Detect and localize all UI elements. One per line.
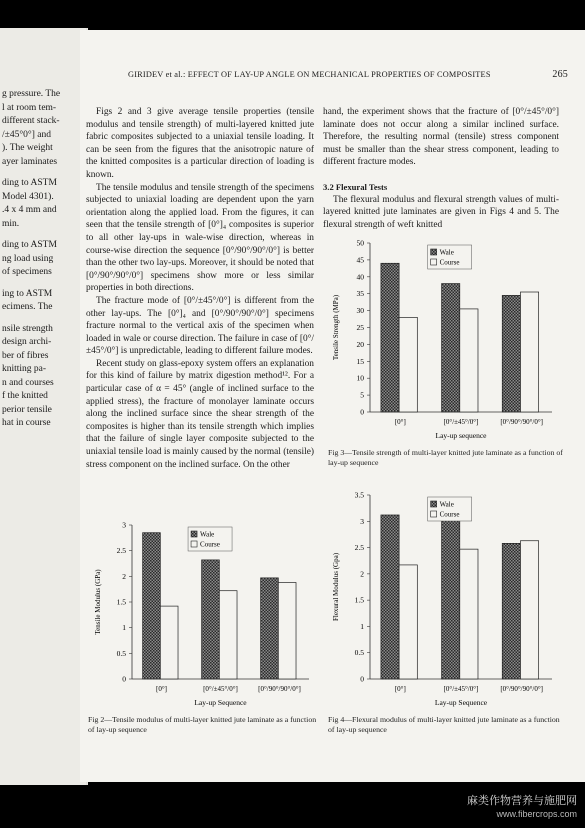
y-tick-label: 2: [122, 571, 126, 581]
legend-label: Course: [439, 510, 460, 519]
x-axis-label: Lay-up Sequence: [434, 698, 488, 707]
y-tick-label: 0: [360, 674, 364, 684]
left-page-line: n and courses: [2, 377, 54, 388]
left-page: [0, 28, 86, 785]
running-title: GIRIDEV et al.: EFFECT OF LAY-UP ANGLE ON MECHANICAL PROPERTIES OF COMPOSITES: [128, 70, 491, 79]
y-tick-label: 1.5: [354, 595, 364, 605]
left-page-line: design archi-: [2, 337, 52, 347]
left-page-line: ing to ASTM: [2, 288, 53, 299]
left-page-line: ). The weight: [2, 143, 53, 153]
legend-swatch-wale: [431, 249, 437, 255]
y-tick-label: 50: [356, 238, 364, 248]
y-tick-label: 1.5: [116, 597, 126, 607]
y-tick-label: 1: [122, 623, 126, 633]
paragraph: The tensile modulus and tensile strength of the specimens subjected to uniaxial loading are dependent upon the yarn orientation along the applied load. From the figures, it can seen that the tensile strength of [0°]₄ composites is superior to all other lay-ups in wale-wise direction, whereas in course-wise direction the sequence [0°/90°/90°/0°] is better than the other two lay-ups. Moreover, it should be noted that [0°/90°/90°/0°] specimens show more or less similar properties in both directions.: [86, 182, 314, 294]
left-page-line: knitting pa-: [2, 364, 47, 374]
left-page-line: .4 x 4 mm and: [2, 205, 57, 215]
column-right: [323, 106, 559, 231]
left-page-line: min.: [2, 218, 20, 229]
bar-chart-svg: [328, 485, 558, 715]
left-page-line: /±45°0°] and: [2, 129, 51, 140]
left-page-line: l at room tem-: [2, 102, 57, 113]
running-header: [128, 70, 568, 79]
y-tick-label: 0.5: [116, 648, 126, 658]
y-axis-label: Flexural Modulus (Gpa): [332, 552, 340, 622]
y-tick-label: 3: [360, 516, 364, 526]
bar-wale-0: [143, 533, 161, 679]
x-axis-label: Lay-up sequence: [435, 431, 487, 440]
bar-course-1: [460, 309, 478, 412]
left-page-line: ding to ASTM: [2, 178, 57, 188]
bar-course-0: [160, 606, 178, 679]
left-page-line: ayer laminates: [2, 156, 58, 167]
left-page-line: ecimens. The: [2, 302, 53, 312]
x-tick-label: [0°/±45°/0°]: [203, 685, 238, 693]
legend-label: Course: [200, 540, 220, 549]
figure-2-chart: [90, 515, 315, 715]
left-page-line: g pressure. The: [2, 89, 61, 99]
bar-wale-2: [261, 578, 279, 679]
paragraph: The flexural modulus and flexural strength values of multi-layered knitted jute laminates are given in Figs 4 and 5. The flexural strength of weft knitted: [323, 194, 559, 230]
left-page-line: different stack-: [2, 116, 60, 126]
bar-course-1: [460, 549, 478, 679]
left-page-line: nsile strength: [2, 323, 53, 334]
y-tick-label: 25: [356, 323, 364, 332]
x-tick-label: [0°]: [394, 685, 406, 693]
x-tick-label: [0°]: [394, 418, 406, 426]
y-tick-label: 3.5: [354, 490, 364, 500]
bar-wale-2: [502, 295, 520, 412]
y-tick-label: 10: [356, 373, 364, 383]
bar-wale-1: [442, 284, 460, 412]
paragraph: hand, the experiment shows that the fracture of [0°/±45°/0°] laminate does not occur along a similar inclined surface. Therefore, the resulting normal (tensile) stress component must be smaller than the shear stress component, leading to different fracture modes.: [323, 107, 559, 168]
legend-label: Course: [439, 258, 460, 267]
legend-swatch-wale: [191, 531, 197, 537]
left-page-line: ber of fibres: [2, 350, 49, 361]
legend-label: Wale: [200, 530, 215, 539]
y-tick-label: 0.5: [354, 648, 364, 658]
y-tick-label: 15: [356, 356, 364, 366]
legend-swatch-course: [191, 541, 197, 547]
y-tick-label: 5: [360, 390, 364, 400]
legend-label: Wale: [439, 500, 454, 509]
y-tick-label: 3: [122, 520, 126, 530]
figure-3-chart: [328, 233, 558, 448]
page-number: 265: [552, 69, 568, 80]
figure-4-caption: Fig 4—Flexural modulus of multi-layer knitted jute laminate as a function of lay-up sequence: [328, 715, 560, 734]
bar-wale-0: [381, 263, 399, 412]
bar-course-2: [520, 292, 538, 412]
y-tick-label: 0: [360, 407, 364, 417]
figure-3-caption: Fig 3—Tensile strength of multi-layer knitted jute laminate as a function of lay-up sequence: [328, 448, 563, 467]
x-tick-label: [0°/90°/90°/0°]: [258, 685, 301, 693]
x-tick-label: [0°/90°/90°/0°]: [500, 418, 544, 426]
y-tick-label: 2.5: [354, 543, 364, 553]
legend-swatch-course: [431, 511, 437, 517]
bar-chart-svg: [328, 233, 558, 448]
bar-course-2: [520, 541, 538, 679]
y-tick-label: 2.5: [116, 546, 126, 556]
bar-course-0: [399, 565, 417, 679]
y-tick-label: 30: [356, 306, 364, 316]
watermark: [467, 795, 577, 821]
figure-2-caption: Fig 2—Tensile modulus of multi-layer knitted jute laminate as a function of lay-up sequence: [88, 715, 317, 734]
legend-swatch-wale: [431, 501, 437, 507]
bar-wale-2: [502, 543, 520, 679]
y-axis-label: Tensile Modulus (GPa): [94, 569, 102, 635]
x-tick-label: [0°/±45°/0°]: [443, 685, 479, 693]
column-left: [86, 106, 314, 471]
y-tick-label: 2: [360, 569, 364, 579]
paragraph: Figs 2 and 3 give average tensile properties (tensile modulus and tensile strength) of multi-layered knitted jute fabric composites subjected to a uniaxial tensile loading. It can be seen from the figures that the anisotropic nature of the knitted composites is a particular direction of loading is known.: [86, 107, 314, 180]
bar-wale-1: [442, 519, 460, 679]
watermark-url: www.fibercrops.com: [496, 809, 577, 819]
left-page-line: hat in course: [2, 418, 51, 428]
left-page-line: f the knitted: [2, 391, 48, 401]
x-axis-label: Lay-up Sequence: [194, 698, 247, 707]
legend-label: Wale: [439, 248, 454, 257]
left-page-line: perior tensile: [2, 404, 52, 415]
legend-swatch-course: [431, 259, 437, 265]
y-tick-label: 40: [356, 272, 364, 282]
y-tick-label: 1: [360, 621, 364, 631]
left-page-line: ding to ASTM: [2, 240, 57, 250]
paragraph: Recent study on glass-epoxy system offers an explanation for this kind of failure by matrix digestion method¹². For a particular case of α = 45° (angle of inclined surface to the applied stress), the fracture of monolayer laminate occurs along the inclined surface since the shear strength of the composites is higher than its tensile strength which implies that the failure of single layer composite subjected to the uniaxial tensile load is mainly caused by the normal (tensile) stress component on the inclined surface. On the other: [86, 358, 314, 470]
x-tick-label: [0°/90°/90°/0°]: [500, 685, 544, 693]
watermark-text: 麻类作物营养与施肥网: [467, 795, 577, 807]
y-tick-label: 20: [356, 339, 364, 349]
section-title: 3.2 Flexural Tests: [323, 181, 388, 192]
y-tick-label: 35: [356, 289, 364, 299]
bar-wale-0: [381, 515, 399, 679]
y-tick-label: 0: [122, 674, 126, 684]
x-tick-label: [0°/±45°/0°]: [443, 418, 479, 426]
left-page-line: ng load using: [2, 253, 54, 264]
bar-course-1: [219, 591, 237, 679]
left-page-line: Model 4301).: [2, 191, 54, 202]
bar-course-2: [278, 582, 296, 679]
right-page: [80, 30, 585, 782]
x-tick-label: [0°]: [156, 685, 167, 693]
bar-chart-svg: [90, 515, 315, 715]
y-tick-label: 45: [356, 255, 364, 265]
figure-4-chart: [328, 485, 558, 715]
paragraph: The fracture mode of [0°/±45°/0°] is different from the other lay-ups. The [0°]₄ and [0°/90°/90°/0°] specimens fracture normal to the vertical axis of the specimen when loaded in wale or course direction. The failure in case of [0°/±45°/0°] is unpredictable, leading to different failure modes.: [86, 295, 314, 357]
bar-course-0: [399, 317, 417, 412]
bar-wale-1: [202, 560, 220, 679]
y-axis-label: Tensile Strength (MPa): [332, 294, 340, 361]
left-page-line: of specimens: [2, 267, 52, 277]
